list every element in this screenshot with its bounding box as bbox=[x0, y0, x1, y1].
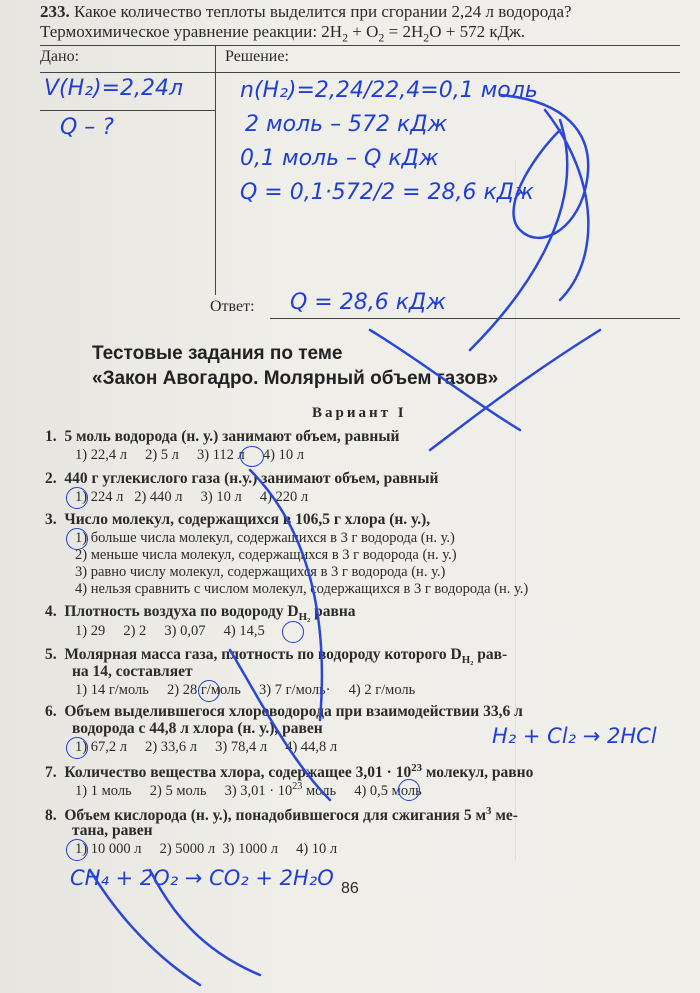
scribble-stroke-6 bbox=[250, 470, 322, 720]
question-3: 3. Число молекул, содержащихся в 106,5 г хлора (н. у.), bbox=[45, 511, 431, 528]
question-5-cont: на 14, составляет bbox=[72, 663, 193, 680]
page-number: 86 bbox=[341, 880, 359, 897]
question-2: 2. 440 г углекислого газа (н.у.) занимают объем, равный bbox=[45, 470, 439, 487]
question-6-options: 1) 67,2 л 2) 33,6 л 3) 78,4 л 4) 44,8 л bbox=[75, 739, 338, 755]
hw-reaction-q6: H₂ + Cl₂ → 2HCl bbox=[492, 724, 657, 748]
hw-given-volume: V(H₂)=2,24л bbox=[44, 76, 184, 101]
test-title-line-1: Тестовые задания по теме bbox=[92, 343, 343, 364]
test-title-line-2: «Закон Авогадро. Молярный объем газов» bbox=[92, 368, 499, 389]
problem-equation: Термохимическое уравнение реакции: $2H_2 + O_2 = 2H_2O + 572$ кДж. bbox=[40, 22, 526, 45]
hw-reaction-q8: CH₄ + 2O₂ → CO₂ + 2H₂O bbox=[70, 866, 334, 890]
question-4: 4. Плотность воздуха по водороду $D_{H_2}$ равна bbox=[45, 603, 356, 624]
scribble-stroke-3 bbox=[470, 120, 567, 350]
question-6-cont: водорода с 44,8 л хлора (н. у.), равен bbox=[72, 720, 323, 737]
hw-given-unknown: Q – ? bbox=[60, 115, 114, 140]
scribble-stroke-1 bbox=[500, 95, 588, 238]
hw-answer: Q = 28,6 кДж bbox=[290, 290, 447, 315]
question-8-cont: тана, равен bbox=[72, 822, 153, 839]
question-7: 7. Количество вещества хлора, содержащее $3,01 \cdot 10^{23}$ молекул, равно bbox=[45, 762, 534, 782]
problem-number: 233. bbox=[40, 2, 70, 21]
problem-question: Какое количество теплоты выделится при сгорании 2,24 л водорода? bbox=[74, 2, 572, 21]
question-1-options: 1) 22,4 л 2) 5 л 3) 112 л 4) 10 л bbox=[75, 447, 304, 463]
question-5: 5. Молярная масса газа, плотность по водороду которого $D_{H_2}$ рав- bbox=[45, 646, 508, 667]
scribble-stroke-8 bbox=[90, 870, 200, 985]
answer-label: Ответ: bbox=[210, 298, 255, 315]
scribble-stroke-5 bbox=[370, 330, 520, 430]
question-8: 8. Объем кислорода (н. у.), понадобившегося для сжигания 5 $м^3$ ме- bbox=[45, 805, 518, 825]
question-3-option-4: 4) нельзя сравнить с числом молекул, содержащихся в 3 г водорода (н. у.) bbox=[75, 581, 529, 597]
question-4-options: 1) 29 2) 2 3) 0,07 4) 14,5 bbox=[75, 623, 265, 639]
hw-solution-line-1: n(H₂)=2,24/22,4=0,1 моль bbox=[240, 78, 538, 103]
question-1: 1. 5 моль водорода (н. у.) занимают объем, равный bbox=[45, 428, 400, 445]
question-6: 6. Объем выделившегося хлороводорода при взаимодействии 33,6 л bbox=[45, 703, 523, 720]
question-5-options: 1) 14 г/моль 2) 28 г/моль 3) 7 г/моль· 4) 2 г/моль bbox=[75, 682, 416, 698]
question-2-options: 1) 224 л 2) 440 л 3) 10 л 4) 220 л bbox=[75, 489, 309, 505]
question-7-options: 1) 1 моль 2) 5 моль 3) $3,01 \cdot 10^{23}$ моль 4) 0,5 моль bbox=[75, 781, 422, 799]
scribble-stroke-7 bbox=[230, 650, 330, 800]
given-label: Дано: bbox=[40, 48, 80, 65]
question-3-option-3: 3) равно числу молекул, содержащихся в 3 г водорода (н. у.) bbox=[75, 564, 446, 580]
question-3-option-2: 2) меньше числа молекул, содержащихся в 3 г водорода (н. у.) bbox=[75, 547, 457, 563]
question-8-options: 1) 10 000 л 2) 5000 л 3) 1000 л 4) 10 л bbox=[75, 841, 338, 857]
solution-label: Решение: bbox=[225, 48, 289, 65]
hw-solution-line-4: Q = 0,1·572/2 = 28,6 кДж bbox=[240, 180, 534, 205]
hw-solution-line-2: 2 моль – 572 кДж bbox=[245, 112, 448, 137]
scribble-stroke-4 bbox=[430, 330, 600, 450]
question-3-option-1: 1) больше числа молекул, содержащихся в 3 г водорода (н. у.) bbox=[75, 530, 455, 546]
variant-label: Вариант I bbox=[312, 405, 407, 421]
hw-solution-line-3: 0,1 моль – Q кДж bbox=[240, 146, 439, 171]
